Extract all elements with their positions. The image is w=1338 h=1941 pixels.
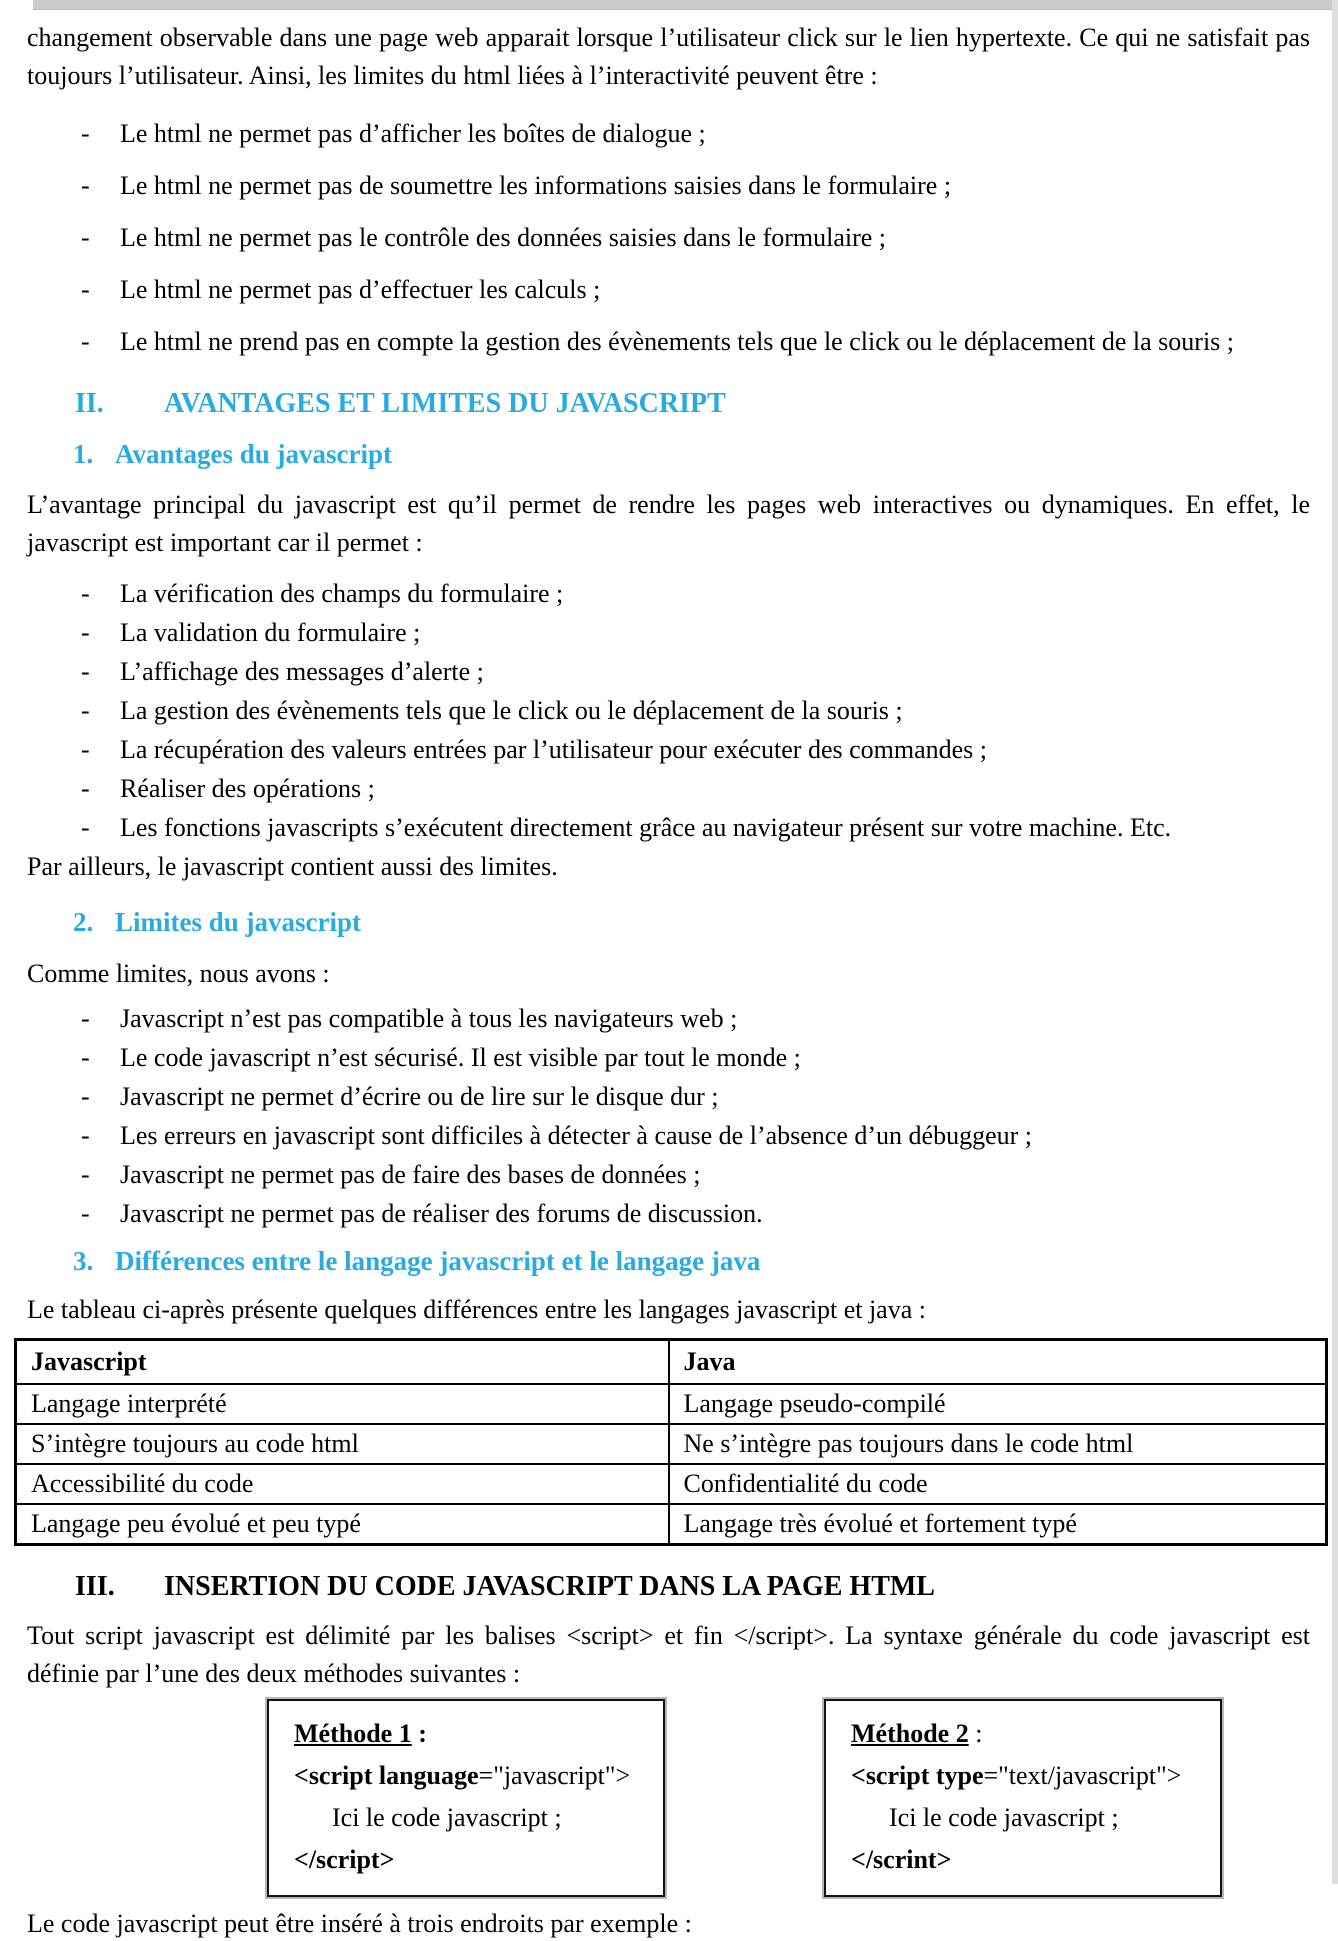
list-item bbox=[27, 220, 1310, 256]
list-item bbox=[27, 1118, 1310, 1154]
section-number: II. bbox=[75, 388, 104, 419]
bullet-dash: - bbox=[81, 119, 90, 148]
table-cell: Langage très évolué et fortement typé bbox=[669, 1504, 1327, 1545]
section-title: AVANTAGES ET LIMITES DU JAVASCRIPT bbox=[164, 388, 726, 419]
list-item-text: La récupération des valeurs entrées par l’utilisateur pour exécuter des commandes ; bbox=[120, 735, 988, 764]
list-item-text: Javascript ne permet d’écrire ou de lire sur le disque dur ; bbox=[120, 1082, 719, 1111]
table-row bbox=[16, 1504, 1327, 1545]
list-item bbox=[27, 654, 1310, 690]
list-item bbox=[27, 1040, 1310, 1076]
method2-body-line: Ici le code javascript ; bbox=[889, 1803, 1119, 1832]
subsection-title: Différences entre le langage javascript et le langage java bbox=[115, 1246, 761, 1276]
limits-list bbox=[27, 1001, 1310, 1232]
list-item-text: L’affichage des messages d’alerte ; bbox=[120, 657, 484, 686]
bullet-dash: - bbox=[81, 813, 90, 842]
list-item-text: Le html ne permet pas le contrôle des données saisies dans le formulaire ; bbox=[120, 223, 887, 252]
list-item bbox=[27, 272, 1310, 308]
method2-open-tag-line bbox=[851, 1755, 1210, 1797]
method1-body-line: Ici le code javascript ; bbox=[332, 1803, 562, 1832]
list-item bbox=[27, 1157, 1310, 1193]
list-item bbox=[27, 1079, 1310, 1115]
bullet-dash: - bbox=[81, 327, 90, 356]
bullet-dash: - bbox=[81, 657, 90, 686]
list-item bbox=[27, 1196, 1310, 1232]
subsection-number: 3. bbox=[73, 1246, 94, 1276]
method2-colon: : bbox=[968, 1719, 983, 1748]
subsection-heading-differences bbox=[27, 1244, 1310, 1278]
list-item-text: Le html ne permet pas de soumettre les informations saisies dans le formulaire ; bbox=[120, 171, 952, 200]
bullet-dash: - bbox=[81, 735, 90, 764]
bullet-dash: - bbox=[81, 618, 90, 647]
list-item-text: Le html ne permet pas d’afficher les boîtes de dialogue ; bbox=[120, 119, 706, 148]
method2-title-line bbox=[851, 1713, 1210, 1755]
subsection-title: Avantages du javascript bbox=[115, 439, 393, 469]
list-item bbox=[27, 810, 1310, 846]
list-item bbox=[27, 732, 1310, 768]
method-boxes-row bbox=[267, 1699, 1310, 1897]
list-item-text: La vérification des champs du formulaire ; bbox=[120, 579, 564, 608]
bullet-dash: - bbox=[81, 275, 90, 304]
list-item bbox=[27, 576, 1310, 612]
list-item bbox=[27, 1001, 1310, 1037]
table-header-javascript: Javascript bbox=[16, 1340, 669, 1385]
table-header-java: Java bbox=[669, 1340, 1327, 1385]
advantages-intro-paragraph: L’avantage principal du javascript est qu’il permet de rendre les pages web interactives ou dynamiques. En effet, le javascript est important car il permet : bbox=[27, 490, 1310, 557]
table-row bbox=[16, 1424, 1327, 1464]
advantages-list bbox=[27, 576, 1310, 846]
list-item bbox=[27, 324, 1310, 360]
list-item bbox=[27, 693, 1310, 729]
list-item-text: Javascript ne permet pas de faire des bases de données ; bbox=[120, 1160, 701, 1189]
table-cell: Langage pseudo-compilé bbox=[669, 1384, 1327, 1424]
table-row bbox=[16, 1384, 1327, 1424]
list-item-text: Le html ne permet pas d’effectuer les calculs ; bbox=[120, 275, 601, 304]
table-cell: Confidentialité du code bbox=[669, 1464, 1327, 1504]
section-heading-insertion bbox=[27, 1570, 1310, 1604]
bullet-dash: - bbox=[81, 1199, 90, 1228]
insertion-intro-paragraph: Tout script javascript est délimité par les balises <script> et fin </script>. La syntaxe générale du code javascript est définie par l’une des deux méthodes suivantes : bbox=[27, 1621, 1310, 1688]
list-item-text: Le html ne prend pas en compte la gestion des évènements tels que le click ou le déplacement de la souris ; bbox=[120, 327, 1235, 356]
table-cell: Accessibilité du code bbox=[16, 1464, 669, 1504]
list-item-text: Réaliser des opérations ; bbox=[120, 774, 375, 803]
closing-paragraph: Le code javascript peut être inséré à trois endroits par exemple : bbox=[27, 1909, 692, 1938]
subsection-heading-limites bbox=[27, 905, 1310, 939]
table-intro-paragraph: Le tableau ci-après présente quelques différences entre les langages javascript et java : bbox=[27, 1295, 926, 1324]
limits-intro-paragraph: Comme limites, nous avons : bbox=[27, 959, 330, 988]
bullet-dash: - bbox=[81, 1043, 90, 1072]
method1-open-tag-line bbox=[294, 1755, 653, 1797]
javascript-java-comparison-table bbox=[14, 1338, 1328, 1546]
list-item bbox=[27, 168, 1310, 204]
table-cell: S’intègre toujours au code html bbox=[16, 1424, 669, 1464]
list-item-text: La gestion des évènements tels que le click ou le déplacement de la souris ; bbox=[120, 696, 903, 725]
list-item-text: Javascript n’est pas compatible à tous les navigateurs web ; bbox=[120, 1004, 738, 1033]
list-item bbox=[27, 116, 1310, 152]
subsection-number: 2. bbox=[73, 907, 94, 937]
code-open-bold: <script type bbox=[851, 1761, 984, 1790]
code-open-bold: <script language bbox=[294, 1761, 479, 1790]
bullet-dash: - bbox=[81, 696, 90, 725]
method2-title: Méthode 2 bbox=[851, 1719, 969, 1748]
code-open-rest: ="javascript"> bbox=[478, 1761, 631, 1790]
method1-title-line bbox=[294, 1713, 653, 1755]
advantages-outro-paragraph: Par ailleurs, le javascript contient aussi des limites. bbox=[27, 852, 558, 881]
list-item-text: Les erreurs en javascript sont difficiles à détecter à cause de l’absence d’un débuggeur ; bbox=[120, 1121, 1033, 1150]
table-cell: Langage interprété bbox=[16, 1384, 669, 1424]
bullet-dash: - bbox=[81, 579, 90, 608]
bullet-dash: - bbox=[81, 171, 90, 200]
list-item bbox=[27, 771, 1310, 807]
method1-colon: : bbox=[411, 1719, 427, 1748]
html-limits-list bbox=[27, 116, 1310, 360]
method1-box bbox=[267, 1699, 665, 1897]
table-cell: Langage peu évolué et peu typé bbox=[16, 1504, 669, 1545]
table-cell: Ne s’intègre pas toujours dans le code html bbox=[669, 1424, 1327, 1464]
bullet-dash: - bbox=[81, 774, 90, 803]
list-item bbox=[27, 615, 1310, 651]
method2-close-tag-line: </scrint> bbox=[851, 1845, 952, 1874]
method2-box bbox=[824, 1699, 1222, 1897]
intro-paragraph: changement observable dans une page web apparait lorsque l’utilisateur click sur le lien hypertexte. Ce qui ne satisfait pas toujours l’utilisateur. Ainsi, les limites du html liées à l’interactivité peuvent être : bbox=[27, 23, 1310, 90]
bullet-dash: - bbox=[81, 1004, 90, 1033]
table-header-row bbox=[16, 1340, 1327, 1385]
bullet-dash: - bbox=[81, 223, 90, 252]
table-row bbox=[16, 1464, 1327, 1504]
subsection-number: 1. bbox=[73, 439, 94, 469]
list-item-text: Javascript ne permet pas de réaliser des forums de discussion. bbox=[120, 1199, 763, 1228]
section-title: INSERTION DU CODE JAVASCRIPT DANS LA PAGE HTML bbox=[164, 1571, 935, 1602]
code-open-rest: ="text/javascript"> bbox=[983, 1761, 1182, 1790]
subsection-heading-avantages bbox=[27, 437, 1310, 471]
list-item-text: La validation du formulaire ; bbox=[120, 618, 421, 647]
bullet-dash: - bbox=[81, 1082, 90, 1111]
section-heading-avantages-limites bbox=[27, 387, 1310, 421]
section-number: III. bbox=[75, 1571, 115, 1602]
bullet-dash: - bbox=[81, 1121, 90, 1150]
method1-title: Méthode 1 bbox=[294, 1719, 412, 1748]
bullet-dash: - bbox=[81, 1160, 90, 1189]
method1-close-tag-line: </script> bbox=[294, 1845, 395, 1874]
subsection-title: Limites du javascript bbox=[115, 907, 361, 937]
list-item-text: Les fonctions javascripts s’exécutent directement grâce au navigateur présent sur votre machine. Etc. bbox=[120, 813, 1172, 842]
list-item-text: Le code javascript n’est sécurisé. Il est visible par tout le monde ; bbox=[120, 1043, 801, 1072]
